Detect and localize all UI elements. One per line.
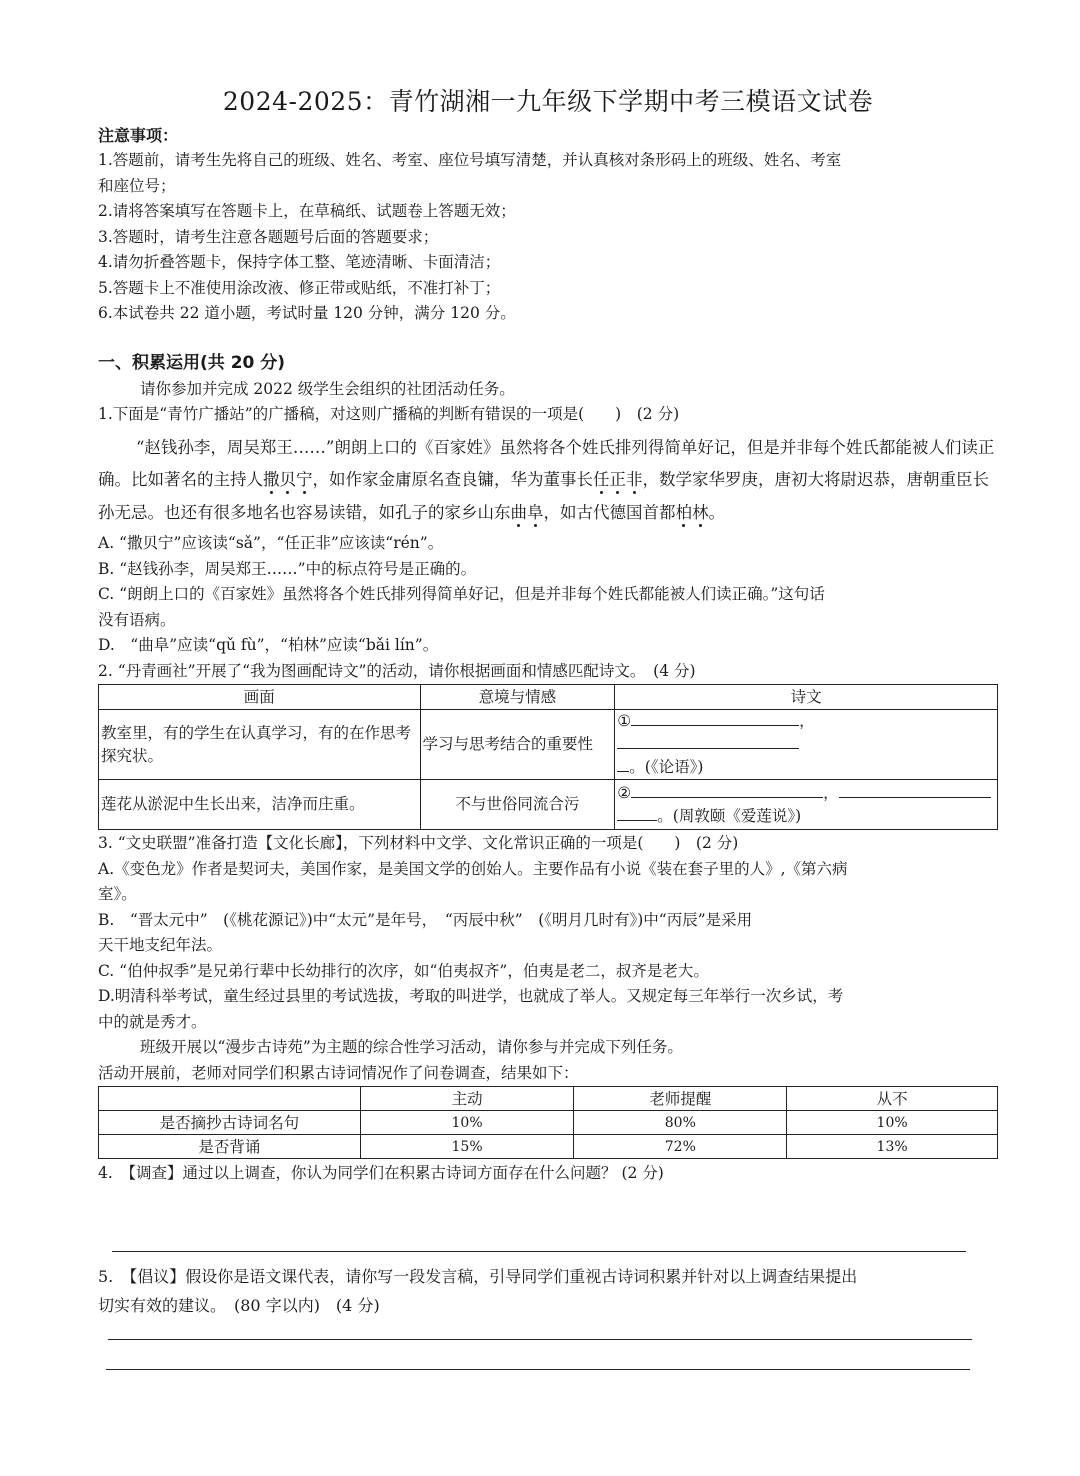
table-header-row bbox=[99, 1087, 998, 1111]
passage-text: “赵钱孙李，周吴郑王……”朗朗上口的《百家姓》虽然将各个姓氏排列得简单好记，但是并非每个姓氏都能被人们读正确。比如著名的主持人 bbox=[98, 437, 995, 489]
option-c-cont: 没有语病。 bbox=[98, 610, 176, 629]
survey-table bbox=[98, 1086, 998, 1159]
option-b-cont: 天干地支纪年法。 bbox=[98, 936, 223, 954]
notice-item: 4.请勿折叠答题卡，保持字体工整、笔迹清晰、卡面清洁； bbox=[98, 253, 501, 271]
notice-item: 3.答题时，请考生注意各题题号后面的答题要求； bbox=[98, 227, 439, 246]
q5-block bbox=[98, 1262, 998, 1320]
poem-cell: ② ， 。(周敦颐《爱莲说》) bbox=[615, 780, 998, 830]
header-scene: 画面 bbox=[99, 685, 421, 710]
scene-cell: 莲花从淤泥中生长出来，洁净而庄重。 bbox=[99, 780, 421, 830]
table-cell: 10% bbox=[360, 1111, 574, 1135]
option-d: D. “曲阜”应读“qǔ fù”，“柏林”应读“bǎi lín”。 bbox=[98, 636, 439, 654]
q4-stem: 4. 【调查】通过以上调查，你认为同学们在积累古诗词方面存在什么问题？ (2 分) bbox=[98, 1164, 664, 1182]
table-row bbox=[99, 1135, 998, 1159]
answer-blank[interactable] bbox=[617, 756, 629, 772]
answer-line-q5[interactable] bbox=[106, 1368, 970, 1370]
passage-text: 。 bbox=[708, 502, 725, 522]
header-cell: 老师提醒 bbox=[574, 1087, 787, 1111]
header-emotion: 意境与情感 bbox=[420, 685, 615, 710]
option-a: A.《变色龙》作者是契诃夫，美国作家，是美国文学的创始人。主要作品有小说《装在套子里的人》,《第六病 bbox=[98, 859, 848, 878]
blank-number: ① bbox=[617, 712, 632, 730]
dotted-char: 阜 bbox=[527, 502, 544, 522]
q5-stem-line2: 切实有效的建议。 (80 字以内) (4 分) bbox=[98, 1296, 380, 1315]
poem-cell: ① ， 。(《论语》) bbox=[615, 710, 998, 780]
notice-item: 2.请将答案填写在答题卡上，在草稿纸、试题卷上答题无效； bbox=[98, 202, 516, 220]
dotted-char: 撒 bbox=[263, 470, 280, 489]
dotted-char: 宁 bbox=[296, 470, 313, 489]
option-d: D.明清科举考试，童生经过县里的考试选拔，考取的叫进学，也就成了举人。又规定每三年举行一次乡试，考 bbox=[98, 987, 844, 1005]
dotted-char: 林 bbox=[692, 502, 709, 522]
dotted-char: 曲 bbox=[510, 502, 527, 522]
q2-stem: 2. “丹青画社”开展了“我为图画配诗文”的活动，请你根据画面和情感匹配诗文。 (4 分) bbox=[98, 661, 696, 680]
activity-intro: 班级开展以“漫步古诗苑”为主题的综合性学习活动，请你参与并完成下列任务。 bbox=[140, 1038, 683, 1056]
answer-line-q5[interactable] bbox=[108, 1338, 972, 1340]
table-cell: 80% bbox=[574, 1111, 787, 1135]
dotted-char: 贝 bbox=[279, 470, 296, 489]
notice-heading: 注意事项： bbox=[98, 126, 179, 145]
table-cell: 13% bbox=[787, 1135, 998, 1159]
header-cell: 主动 bbox=[360, 1087, 574, 1111]
notice-item: 和座位号； bbox=[98, 176, 176, 195]
page-title: 2024-2025：青竹湖湘一九年级下学期中考三模语文试卷 bbox=[222, 87, 874, 116]
passage-text: ，如古代德国首都 bbox=[543, 502, 676, 522]
notice-item: 1.答题前，请考生先将自己的班级、姓名、考室、座位号填写清楚，并认真核对条形码上的班级、姓名、考室 bbox=[98, 151, 842, 169]
notice-list bbox=[98, 148, 998, 327]
scene-cell: 教室里，有的学生在认真学习，有的在作思考探究状。 bbox=[99, 710, 421, 780]
q1-passage bbox=[98, 432, 998, 530]
survey-intro: 活动开展前，老师对同学们积累古诗词情况作了问卷调查，结果如下： bbox=[98, 1063, 579, 1082]
table-header-row bbox=[99, 685, 998, 710]
poem-source: 。(《论语》) bbox=[629, 758, 704, 776]
option-c: C. “伯仲叔季”是兄弟行辈中长幼排行的次序，如“伯夷叔齐”，伯夷是老二，叔齐是老大。 bbox=[98, 961, 709, 980]
answer-blank[interactable] bbox=[617, 805, 657, 821]
section-intro: 请你参加并完成 2022 级学生会组织的社团活动任务。 bbox=[140, 379, 515, 398]
dotted-char: 任 bbox=[593, 470, 610, 489]
header-cell bbox=[99, 1087, 361, 1111]
poem-source: 。(周敦颐《爱莲说》) bbox=[657, 806, 802, 825]
passage-text: ，数学家华罗庚，唐初大将尉迟恭，唐朝重臣长孙无忌。也还有很多地名也容易读错，如孔子的家乡山东 bbox=[98, 470, 989, 522]
q3-options bbox=[98, 857, 998, 1036]
option-a: A. “撒贝宁”应该读“sǎ”，“任正非”应该读“rén”。 bbox=[98, 534, 444, 552]
answer-blank[interactable] bbox=[839, 782, 991, 798]
table-row bbox=[99, 1111, 998, 1135]
passage-text: ，如作家金庸原名查良镛，华为董事长 bbox=[312, 470, 593, 489]
section-heading: 一、积累运用(共 20 分) bbox=[98, 352, 286, 373]
answer-blank[interactable] bbox=[631, 710, 799, 726]
dotted-char: 正 bbox=[609, 470, 626, 489]
answer-line-q4[interactable] bbox=[112, 1250, 966, 1252]
table-row bbox=[99, 710, 998, 780]
table-row bbox=[99, 780, 998, 830]
exam-page bbox=[98, 82, 998, 1187]
emotion-cell: 学习与思考结合的重要性 bbox=[420, 710, 615, 780]
table-cell: 10% bbox=[787, 1111, 998, 1135]
q1-stem: 1.下面是“青竹广播站”的广播稿，对这则广播稿的判断有错误的一项是( ) (2 分) bbox=[98, 405, 680, 423]
q1-options bbox=[98, 531, 998, 659]
emotion-cell: 不与世俗同流合污 bbox=[420, 780, 615, 830]
row-label: 是否背诵 bbox=[99, 1135, 361, 1159]
option-d-cont: 中的就是秀才。 bbox=[98, 1012, 207, 1031]
dotted-char: 非 bbox=[626, 470, 643, 489]
table-cell: 72% bbox=[574, 1135, 787, 1159]
option-b: B. “晋太元中” (《桃花源记》)中“太元”是年号， “丙辰中秋” (《明月几时有》)中“丙辰”是采用 bbox=[98, 910, 753, 929]
q2-table bbox=[98, 684, 998, 830]
option-a-cont: 室》。 bbox=[98, 885, 137, 903]
answer-blank[interactable] bbox=[631, 782, 823, 798]
q3-stem: 3. “文史联盟”准备打造【文化长廊】，下列材料中文学、文化常识正确的一项是( ) (2 分) bbox=[98, 834, 739, 852]
blank-number: ② bbox=[617, 783, 632, 802]
q5-stem-line1: 5. 【倡议】假设你是语文课代表，请你写一段发言稿，引导同学们重视古诗词积累并针对以上调查结果提出 bbox=[98, 1267, 858, 1286]
dotted-char: 柏 bbox=[675, 502, 692, 522]
table-cell: 15% bbox=[360, 1135, 574, 1159]
answer-blank[interactable] bbox=[617, 733, 799, 749]
notice-item: 5.答题卡上不准使用涂改液、修正带或贴纸，不准打补丁； bbox=[98, 278, 501, 297]
header-cell: 从不 bbox=[787, 1087, 998, 1111]
option-c: C. “朗朗上口的《百家姓》虽然将各个姓氏排列得简单好记，但是并非每个姓氏都能被人们读正确。”这句话 bbox=[98, 585, 825, 603]
header-poem: 诗文 bbox=[615, 685, 998, 710]
option-b: B. “赵钱孙李，周吴郑王……”中的标点符号是正确的。 bbox=[98, 559, 477, 578]
notice-item: 6.本试卷共 22 道小题，考试时量 120 分钟，满分 120 分。 bbox=[98, 304, 516, 322]
row-label: 是否摘抄古诗词名句 bbox=[99, 1111, 361, 1135]
